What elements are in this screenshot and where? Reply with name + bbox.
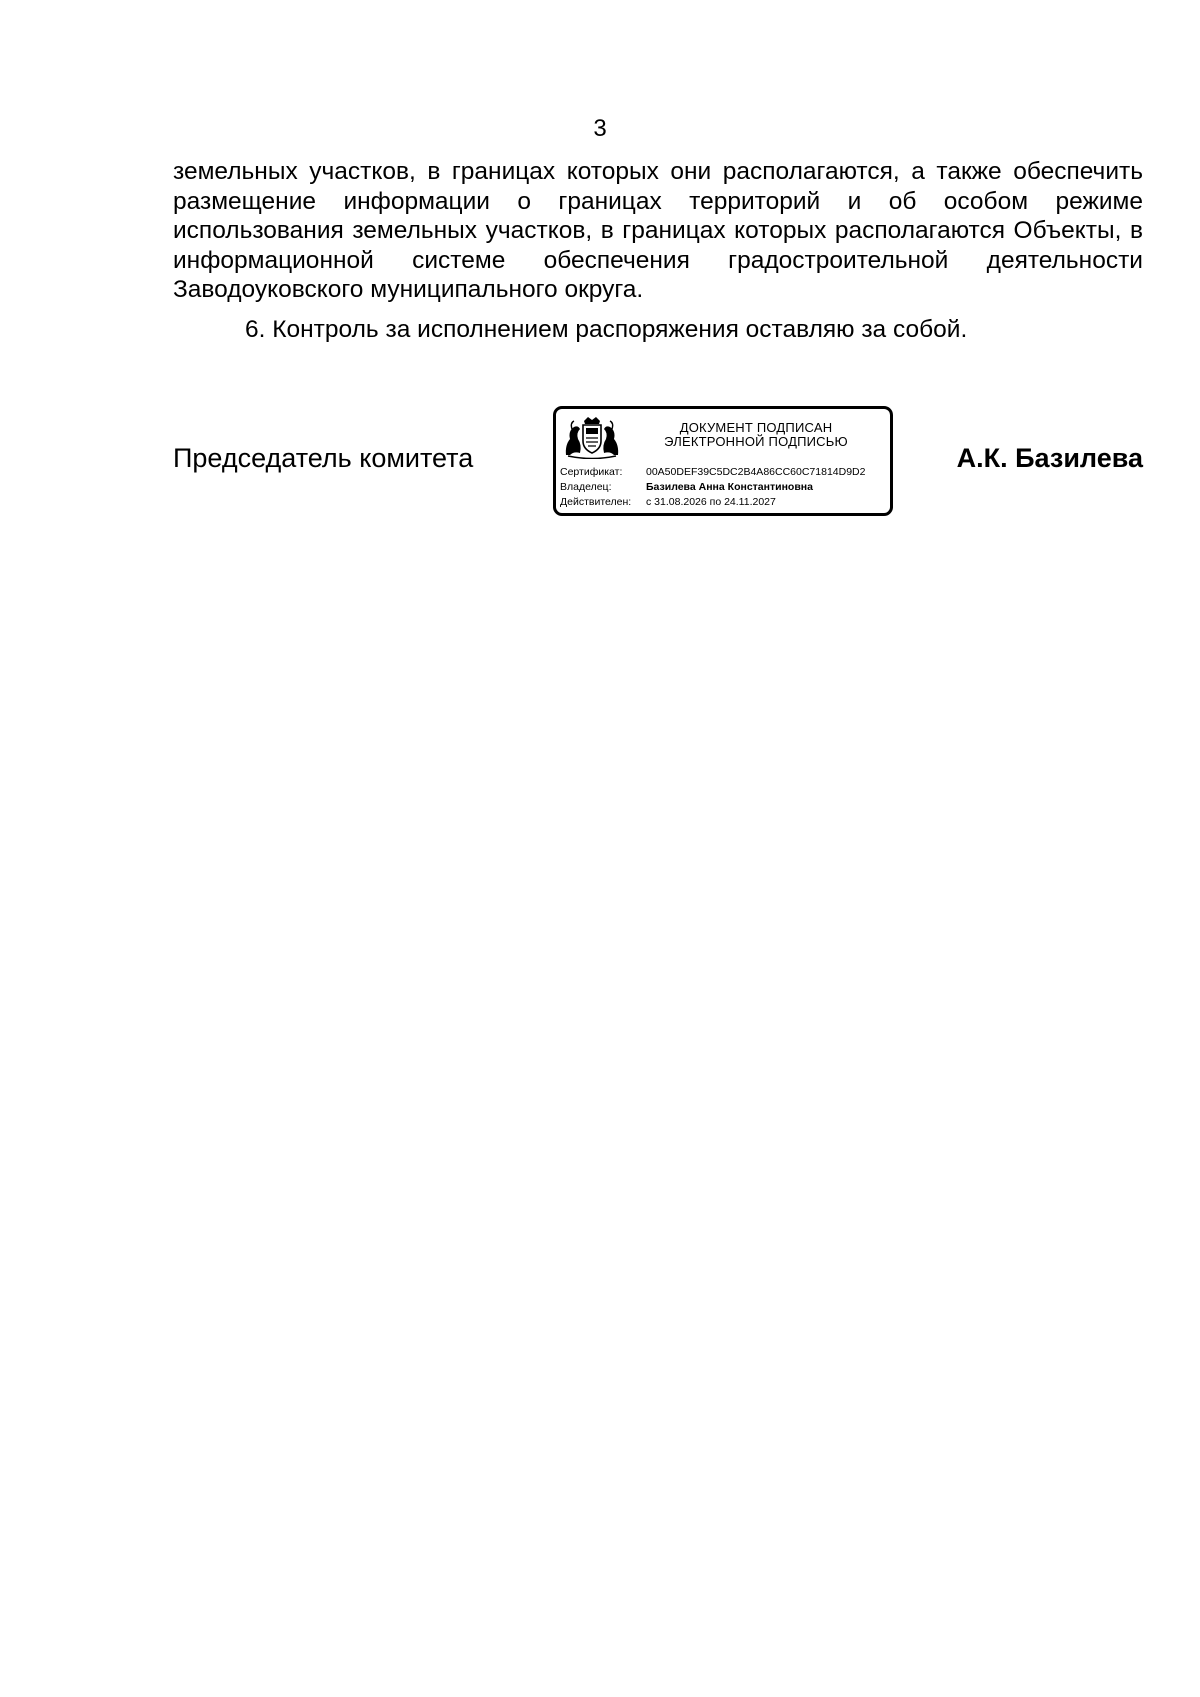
stamp-header xyxy=(630,421,882,449)
page-number: 3 xyxy=(593,115,607,142)
owner-label: Владелец: xyxy=(560,481,612,493)
signer-position: Председатель комитета xyxy=(173,443,474,473)
stamp-header-line-2: ЭЛЕКТРОННОЙ ПОДПИСЬЮ xyxy=(664,434,848,449)
owner-value: Базилева Анна Константиновна xyxy=(646,481,813,493)
stamp-row-owner xyxy=(560,480,886,495)
document-body xyxy=(173,157,1143,344)
electronic-signature-stamp xyxy=(553,406,893,516)
stamp-details xyxy=(560,465,886,510)
stamp-row-validity xyxy=(560,495,886,510)
certificate-value: 00A50DEF39C5DC2B4A86CC60C71814D9D2 xyxy=(646,466,866,478)
validity-value: с 31.08.2026 по 24.11.2027 xyxy=(646,496,776,508)
stamp-header-line-1: ДОКУМЕНТ ПОДПИСАН xyxy=(679,420,833,435)
certificate-label: Сертификат: xyxy=(560,466,623,478)
paragraph-continued: земельных участков, в границах которых они располагаются, а также обеспечить размещение информации о границах территорий и об особом режиме использования земельных участков, в границах которых располагаются Объекты, в информационной системе обеспечения градостроительной деятельности Заводоуковского муниципального округа. xyxy=(173,158,1143,303)
validity-label: Действителен: xyxy=(560,496,632,508)
coat-of-arms-icon xyxy=(562,415,622,459)
signer-name: А.К. Базилева xyxy=(956,443,1143,473)
stamp-row-certificate xyxy=(560,465,886,480)
signature-block xyxy=(173,406,1143,526)
paragraph-6: 6. Контроль за исполнением распоряжения оставляю за собой. xyxy=(245,315,968,343)
